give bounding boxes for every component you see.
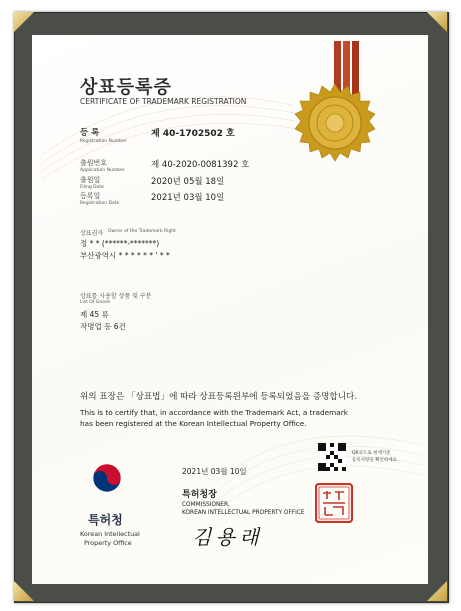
statement-korean: 위의 표장은 「상표법」에 따라 상표등록원부에 등록되었음을 증명합니다. — [80, 392, 358, 402]
qr-note-line1: QR코드로 현재기준 — [352, 451, 391, 456]
registration-number-value: 제 40-1702502 호 — [151, 129, 235, 139]
issue-date: 2021년 03월 10일 — [182, 467, 247, 476]
signer-title-korean: 특허청장 — [182, 490, 217, 500]
application-number-value: 제 40-2020-0081392 호 — [151, 160, 250, 170]
office-name-korean: 특허청 — [88, 513, 123, 527]
registration-date-label: 등록일 — [80, 192, 101, 200]
commissioner-signature: 김 용 래 — [192, 525, 258, 549]
statement-english-line2: has been registered at the Korean Intellectual Property Office. — [80, 419, 307, 428]
owner-label-en: Owner of the Trademark Right — [108, 229, 176, 234]
owner-address: 부산광역시 * * * * * * ' * * — [80, 251, 170, 260]
application-number-label: 출원번호 — [80, 159, 108, 167]
filing-date-value: 2020년 05월 18일 — [151, 177, 225, 187]
gold-seal-icon — [294, 83, 376, 165]
kipo-emblem-icon — [92, 463, 122, 493]
registration-date-label-en: Registration Date — [80, 201, 120, 206]
certificate-paper — [32, 35, 428, 584]
registration-number-label-en: Registration Number — [80, 139, 127, 144]
goods-label-en: List Of Goods — [80, 300, 111, 305]
owner-name: 정 * * (******-*******) — [80, 239, 160, 248]
signer-title-english-line1: COMMISSIONER, — [182, 502, 230, 508]
official-stamp-icon — [315, 483, 353, 523]
certificate-subtitle: CERTIFICATE OF TRADEMARK REGISTRATION — [80, 97, 247, 106]
qr-note-line2: 등록사항을 확인하세요 — [352, 458, 397, 463]
qr-code-icon — [318, 443, 346, 471]
filing-date-label: 출원일 — [80, 176, 101, 184]
filing-date-label-en: Filing Date — [80, 185, 104, 190]
statement-english-line1: This is to certify that, in accordance with the Trademark Act, a trademark — [80, 408, 348, 417]
application-number-label-en: Application Number — [80, 168, 125, 173]
goods-class: 제 45 류 — [80, 310, 109, 319]
signer-title-english-line2: KOREAN INTELLECTUAL PROPERTY OFFICE — [182, 510, 305, 516]
registration-date-value: 2021년 03월 10일 — [151, 193, 225, 203]
office-name-english-line2: Property Office — [84, 539, 132, 547]
goods-item: 작명업 등 6건 — [80, 322, 126, 331]
certificate-title: 상표등록증 — [80, 77, 172, 98]
goods-label: 상표를 사용할 상품 및 구분 — [80, 293, 152, 300]
registration-number-label: 등 록 — [80, 128, 100, 138]
office-name-english-line1: Korean Intellectual — [80, 530, 140, 538]
owner-label: 상표권자 — [80, 230, 104, 237]
